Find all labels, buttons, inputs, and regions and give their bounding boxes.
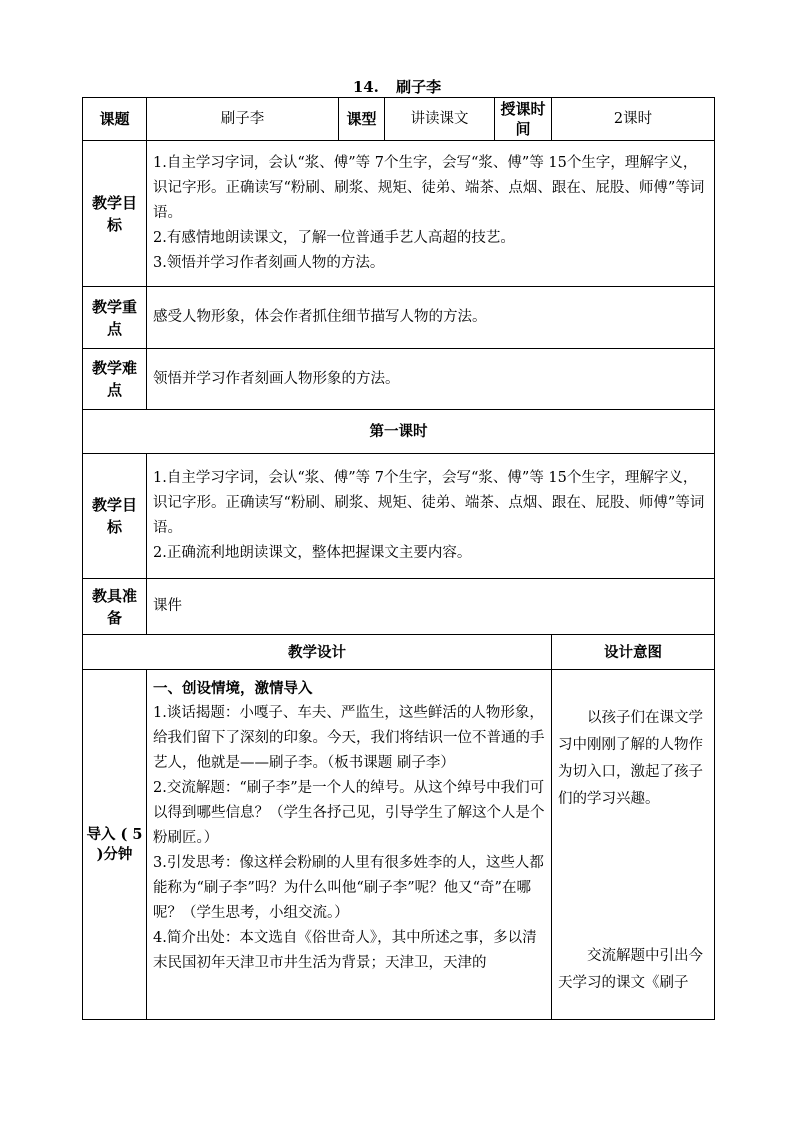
intro-row — [83, 670, 715, 1020]
document-title — [0, 76, 794, 97]
goals-row — [83, 141, 715, 287]
key-row — [83, 287, 715, 349]
label-topic: 课题 — [83, 98, 147, 141]
step-item: 4.简介出处：本文选自《俗世奇人》，其中所述之事，多以清末民国初年天津卫市井生活为背景；天津卫，天津的 — [153, 930, 537, 971]
tools-content: 课件 — [147, 579, 715, 635]
type-value: 讲读课文 — [385, 98, 495, 141]
lesson1-goals-content — [147, 454, 715, 579]
tools-row — [83, 579, 715, 635]
step-item: 2.交流解题：“刷子李”是一个人的绰号。从这个绰号中我们可以得到哪些信息？（学生各抒己见，引导学生了解这个人是个粉刷匠。） — [153, 780, 545, 846]
lesson1-goals-label: 教学目标 — [83, 454, 147, 579]
difficulty-label: 教学难点 — [83, 349, 147, 410]
label-type: 课型 — [339, 98, 385, 141]
intro-design-content — [147, 670, 552, 1020]
intent-col-header: 设计意图 — [552, 635, 715, 670]
goal-item: 2.正确流利地朗读课文，整体把握课文主要内容。 — [153, 545, 472, 561]
time-value: 2课时 — [552, 98, 715, 141]
lesson-title: 刷子李 — [396, 78, 442, 96]
goal-item: 3.领悟并学习作者刻画人物的方法。 — [153, 255, 385, 271]
tools-label: 教具准备 — [83, 579, 147, 635]
goals-content — [147, 141, 715, 287]
design-col-header: 教学设计 — [83, 635, 552, 670]
design-header-row — [83, 635, 715, 670]
stage-label: 导入 ( 5 )分钟 — [83, 670, 147, 1020]
topic-value: 刷子李 — [147, 98, 339, 141]
section-title: 一、创设情境，激情导入 — [153, 680, 313, 697]
lesson-number: 14. — [352, 78, 379, 96]
info-row — [83, 98, 715, 141]
lesson1-heading: 第一课时 — [83, 410, 715, 454]
goal-item: 1.自主学习字词，会认“浆、傅”等 7个生字，会写“浆、傅”等 15个生字，理解字义，识记字形。正确读写“粉刷、刷浆、规矩、徒弟、端茶、点烟、跟在、屁股、师傅”等词语。 — [153, 155, 705, 221]
step-item: 3.引发思考：像这样会粉刷的人里有很多姓李的人，这些人都能称为“刷子李”吗？为什么叫他“刷子李”呢？他又“奇”在哪呢？（学生思考，小组交流。） — [153, 855, 544, 921]
intent-note: 交流解题中引出今天学习的课文《刷子 — [558, 948, 703, 991]
key-content: 感受人物形象，体会作者抓住细节描写人物的方法。 — [147, 287, 715, 349]
intent-note: 以孩子们在课文学习中刚刚了解的人物作为切入口，激起了孩子们的学习兴趣。 — [558, 710, 703, 807]
goal-item: 1.自主学习字词，会认“浆、傅”等 7个生字，会写“浆、傅”等 15个生字，理解字义，识记字形。正确读写“粉刷、刷浆、规矩、徒弟、端茶、点烟、跟在、屁股、师傅”等词语。 — [153, 470, 705, 536]
lesson-plan-table — [82, 97, 715, 1020]
lesson1-goals-row — [83, 454, 715, 579]
goals-label: 教学目标 — [83, 141, 147, 287]
difficulty-content: 领悟并学习作者刻画人物形象的方法。 — [147, 349, 715, 410]
difficulty-row — [83, 349, 715, 410]
lesson1-heading-row — [83, 410, 715, 454]
key-label: 教学重点 — [83, 287, 147, 349]
intro-intent-content — [552, 670, 715, 1020]
goal-item: 2.有感情地朗读课文，了解一位普通手艺人高超的技艺。 — [153, 230, 515, 246]
step-item: 1.谈话揭题：小嘎子、车夫、严监生，这些鲜活的人物形象，给我们留下了深刻的印象。今天，我们将结识一位不普通的手艺人，他就是——刷子李。（板书课题 刷子李） — [153, 705, 545, 771]
label-time: 授课时间 — [495, 98, 552, 141]
